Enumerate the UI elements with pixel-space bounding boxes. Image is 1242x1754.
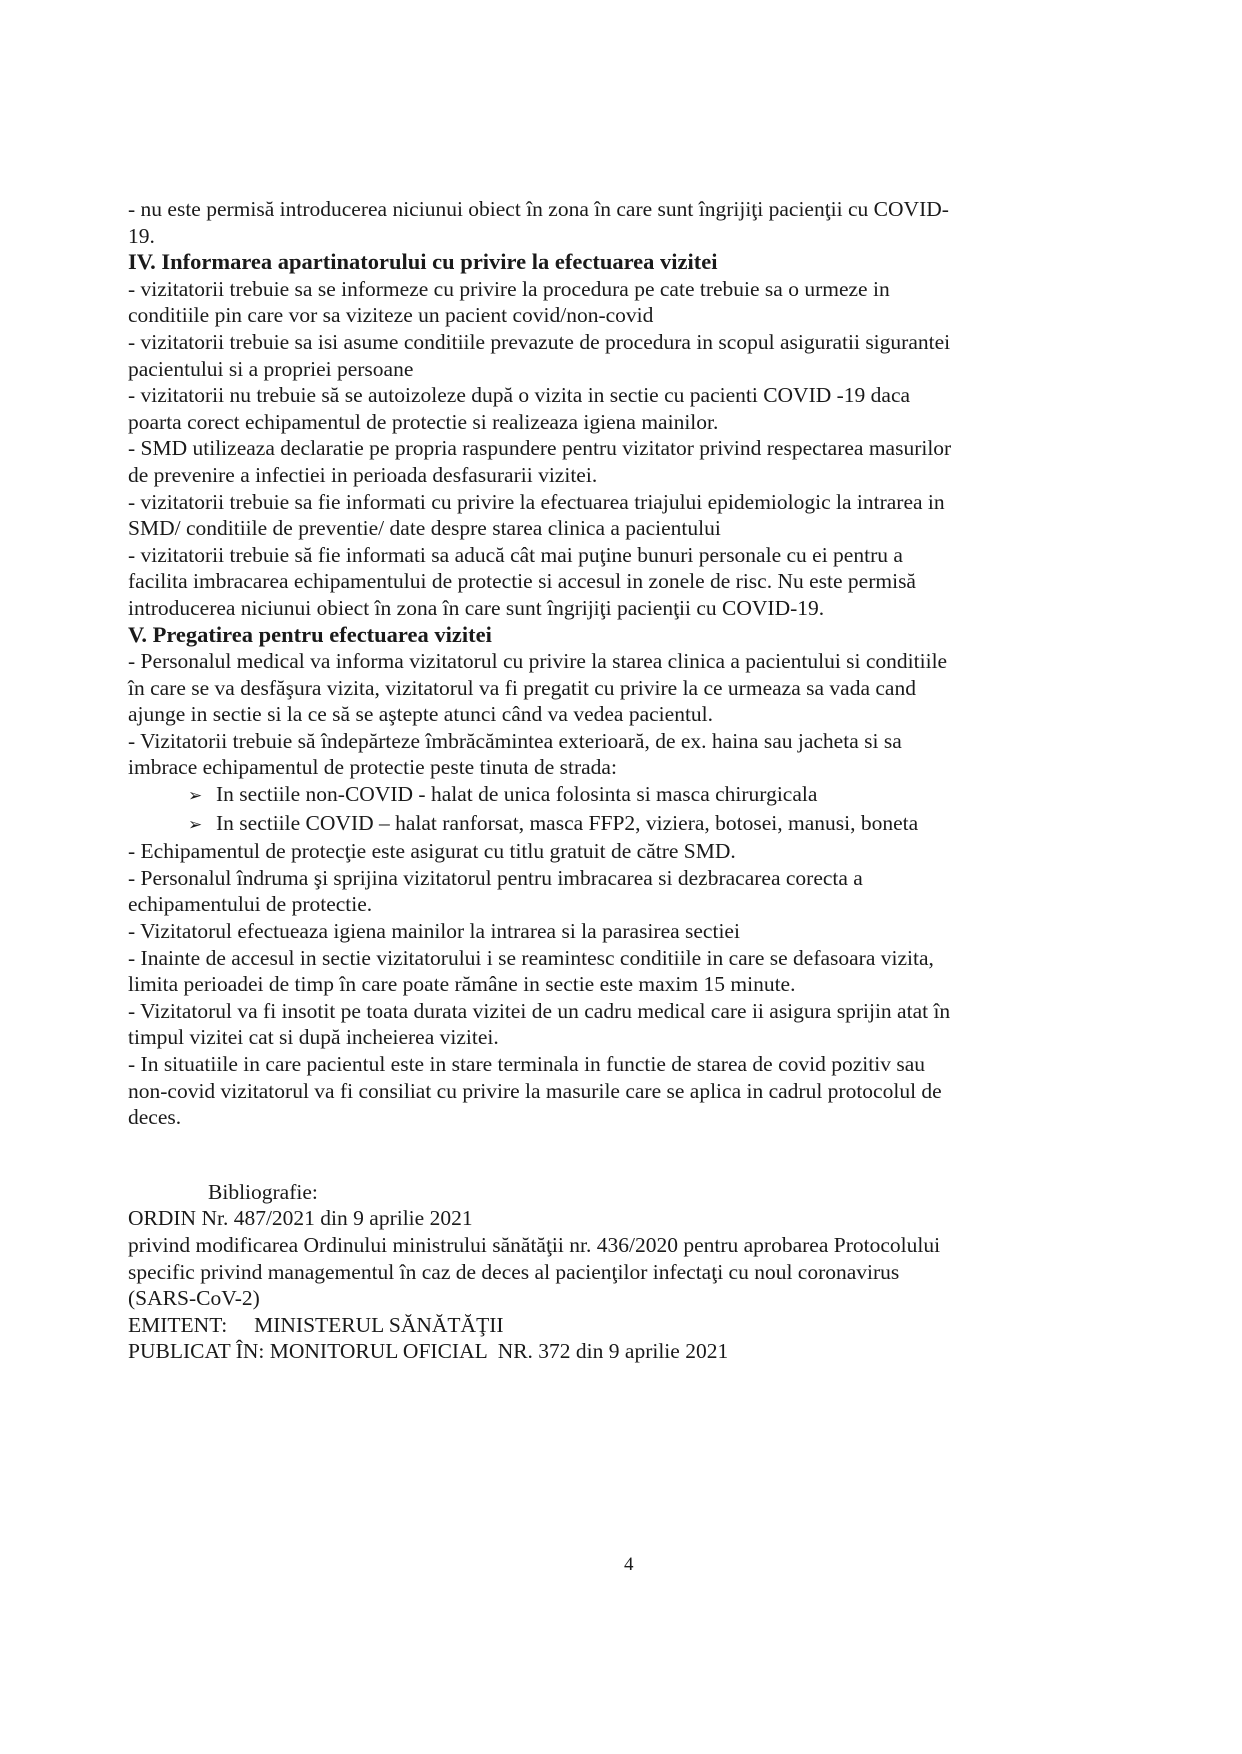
text-line: ajunge in sectie si la ce să se aştepte atunci când va vedea pacientul. xyxy=(128,702,714,727)
text-line: poarta corect echipamentul de protectie si realizeaza igiena mainilor. xyxy=(128,409,719,434)
text-line: - vizitatorii trebuie sa fie informati cu privire la efectuarea triajului epidemiologic la intrarea in xyxy=(128,489,945,514)
bullet-item xyxy=(128,810,1078,839)
text-line: - vizitatorii trebuie sa se informeze cu privire la procedura pe cate trebuie sa o urmeze in xyxy=(128,276,890,301)
spacer xyxy=(128,1131,1078,1179)
bibliography xyxy=(128,1179,1078,1365)
arrow-bullet-icon: ➢ xyxy=(188,814,203,835)
bullet-item xyxy=(128,781,1078,810)
text-line: imbrace echipamentul de protectie peste tinuta de strada: xyxy=(128,755,617,780)
bibliography-line: privind modificarea Ordinului ministrului sănătăţii nr. 436/2020 pentru aprobarea Protocolului xyxy=(128,1232,941,1257)
text-line: - Echipamentul de protecţie este asigurat cu titlu gratuit de către SMD. xyxy=(128,839,736,864)
text-line: facilita imbracarea echipamentului de protectie si accesul in zonele de risc. Nu este permisă xyxy=(128,569,916,594)
text-line: - Personalul îndruma şi sprijina vizitatorul pentru imbracarea si dezbracarea corecta a xyxy=(128,865,863,890)
text-line: de prevenire a infectiei in perioada desfasurarii vizitei. xyxy=(128,462,598,487)
text-line: - Vizitatorii trebuie să îndepărteze îmbrăcămintea exterioară, de ex. haina sau jacheta si sa xyxy=(128,728,902,753)
text-line: - Personalul medical va informa vizitatorul cu privire la starea clinica a pacientului si conditiile xyxy=(128,649,948,674)
section-heading-iv: IV. Informarea apartinatorului cu privire la efectuarea vizitei xyxy=(128,249,718,275)
bibliography-line: (SARS-CoV-2) xyxy=(128,1286,260,1311)
text-line: - vizitatorii trebuie să fie informati sa aducă cât mai puţine bunuri personale cu ei pentru a xyxy=(128,542,903,567)
bullet-text: In sectiile COVID – halat ranforsat, masca FFP2, viziera, botosei, manusi, boneta xyxy=(216,810,919,835)
text-line: pacientului si a propriei persoane xyxy=(128,356,414,381)
text-line: SMD/ conditiile de preventie/ date despre starea clinica a pacientului xyxy=(128,516,721,541)
text-line: - vizitatorii trebuie sa isi asume conditiile prevazute de procedura in scopul asiguratii sigurantei xyxy=(128,329,951,354)
text-line: - In situatiile in care pacientul este in stare terminala in functie de starea de covid pozitiv sau xyxy=(128,1052,925,1076)
text-line: limita perioadei de timp în care poate rămâne in sectie este maxim 15 minute. xyxy=(128,972,796,997)
text-line: - Vizitatorul va fi insotit pe toata durata vizitei de un cadru medical care ii asigura sprijin atat în xyxy=(128,998,951,1023)
page-number: 4 xyxy=(624,1554,634,1575)
text-line: echipamentului de protectie. xyxy=(128,892,373,917)
arrow-bullet-icon: ➢ xyxy=(188,786,203,807)
text-line: - Inainte de accesul in sectie vizitatorului i se reamintesc conditiile in care se defasoara vizita, xyxy=(128,945,934,970)
text-line: non-covid vizitatorul va fi consiliat cu privire la masurile care se aplica in cadrul protocolul de xyxy=(128,1078,942,1103)
bibliography-line: PUBLICAT ÎN: MONITORUL OFICIAL NR. 372 din 9 aprilie 2021 xyxy=(128,1339,729,1364)
document-body xyxy=(128,196,1078,1365)
text-line: introducerea niciunui obiect în zona în care sunt îngrijiţi pacienţii cu COVID-19. xyxy=(128,595,825,620)
text-line: deces. xyxy=(128,1105,182,1130)
text-line: în care se va desfăşura vizita, vizitatorul va fi pregatit cu privire la ce urmeaza sa vada cand xyxy=(128,675,916,700)
text-line: - vizitatorii nu trebuie să se autoizoleze după o vizita in sectie cu pacienti COVID -19 daca xyxy=(128,383,911,408)
text-line: - SMD utilizeaza declaratie pe propria raspundere pentru vizitator privind respectarea masurilor xyxy=(128,436,952,461)
bibliography-line: EMITENT: MINISTERUL SĂNĂTĂŢII xyxy=(128,1312,504,1337)
bullet-text: In sectiile non-COVID - halat de unica folosinta si masca chirurgicala xyxy=(216,782,818,807)
bibliography-line: specific privind managementul în caz de deces al pacienţilor infectaţi cu noul coronavirus xyxy=(128,1259,900,1284)
text-line: - Vizitatorul efectueaza igiena mainilor la intrarea si la parasirea sectiei xyxy=(128,919,740,944)
text-line: - nu este permisă introducerea niciunui obiect în zona în care sunt îngrijiţi pacienţii cu COVID- xyxy=(128,197,949,221)
bibliography-title: Bibliografie: xyxy=(208,1179,318,1204)
text-line: timpul vizitei cat si după incheierea vizitei. xyxy=(128,1025,499,1050)
text-line: conditiile pin care vor sa viziteze un pacient covid/non-covid xyxy=(128,303,654,328)
text-line: 19. xyxy=(128,223,155,248)
bibliography-line: ORDIN Nr. 487/2021 din 9 aprilie 2021 xyxy=(128,1206,473,1231)
section-heading-v: V. Pregatirea pentru efectuarea vizitei xyxy=(128,621,492,647)
